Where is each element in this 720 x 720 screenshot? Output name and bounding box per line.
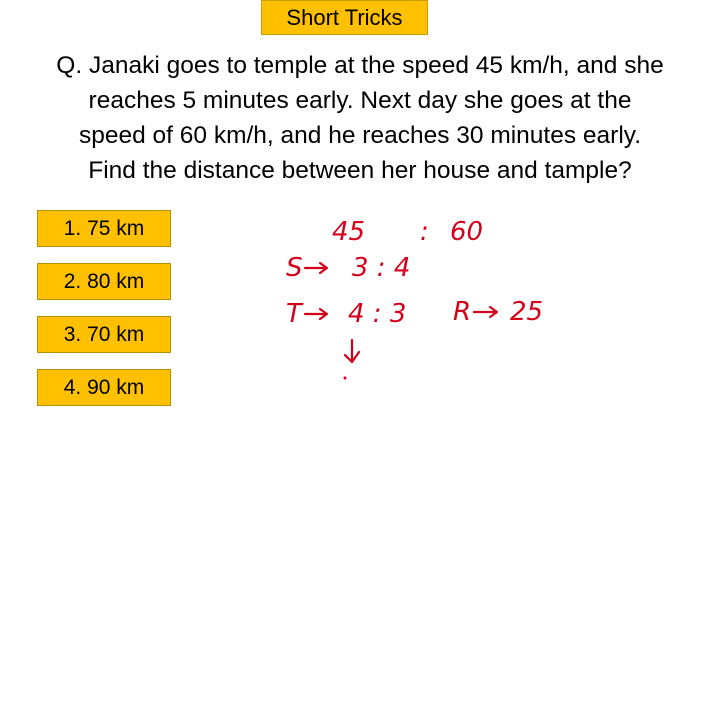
question-line: reaches 5 minutes early. Next day she goes at the	[88, 87, 632, 114]
title-badge	[261, 0, 428, 35]
arrow-icon	[474, 307, 497, 317]
option-label: 2. 80 km	[63, 269, 145, 293]
option-label: 4. 90 km	[63, 375, 145, 399]
arrow-icon	[305, 263, 327, 273]
option-3[interactable]	[37, 316, 171, 353]
speed-45: 45	[332, 217, 366, 247]
arrow-icon	[305, 309, 327, 319]
speed-ratio: 3 : 4	[352, 253, 411, 283]
speed-60: 60	[450, 217, 484, 247]
down-arrow-icon	[345, 340, 359, 362]
question-text	[8, 48, 712, 188]
speed-label: S	[286, 253, 303, 283]
speed-separator: :	[420, 217, 429, 247]
option-4[interactable]	[37, 369, 171, 406]
result-label: R	[453, 297, 472, 327]
ink-dot	[344, 377, 347, 380]
question-line: Q. Janaki goes to temple at the speed 45 km/h, and she	[56, 52, 664, 79]
time-label: T	[286, 299, 302, 329]
result-value: 25	[510, 297, 544, 327]
question-line: speed of 60 km/h, and he reaches 30 minutes early.	[78, 122, 642, 149]
question-line: Find the distance between her house and tample?	[88, 157, 632, 184]
option-label: 3. 70 km	[63, 322, 145, 346]
time-ratio: 4 : 3	[348, 299, 407, 329]
option-2[interactable]	[37, 263, 171, 300]
page-title: Short Tricks	[286, 4, 403, 30]
option-label: 1. 75 km	[63, 216, 145, 240]
option-1[interactable]	[37, 210, 171, 247]
